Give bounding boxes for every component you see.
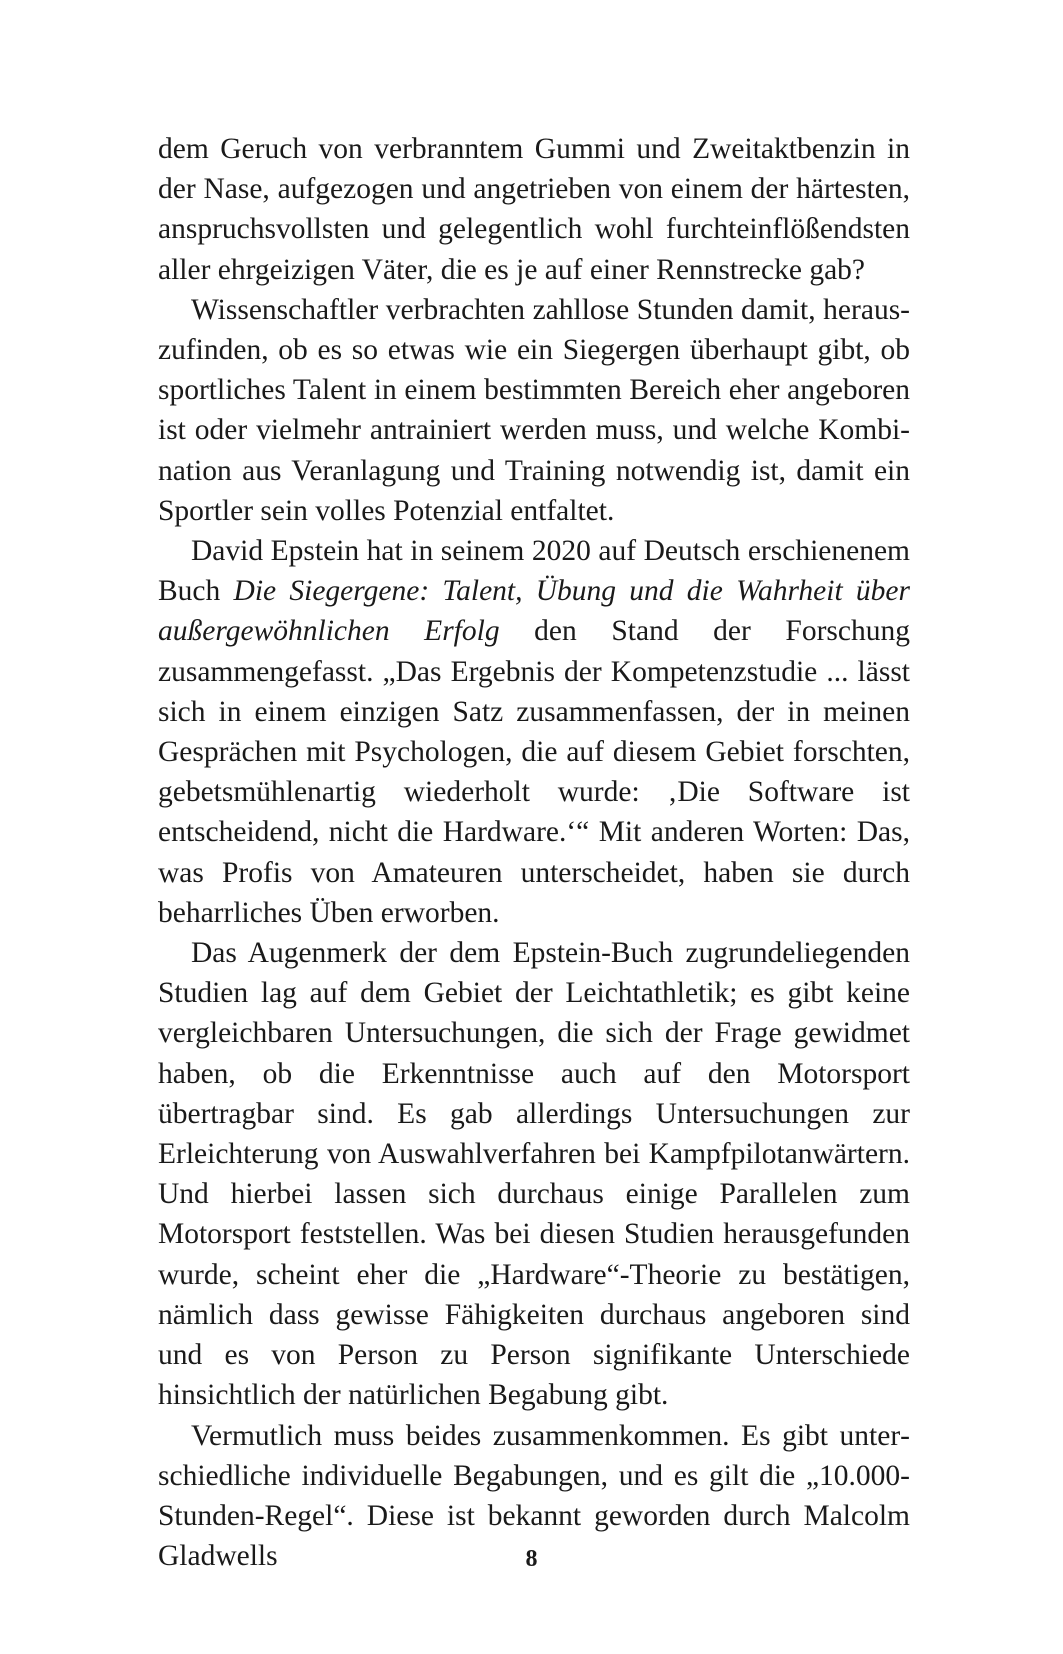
- paragraph-1: [158, 129, 910, 290]
- paragraph-3: [158, 531, 910, 933]
- paragraph-5-text: Vermutlich muss beides zusammenkommen. Es gibt unterschiedliche individuelle Begabungen, und es gilt die „10.000-Stunden-Regel“. Diese ist bekannt geworden durch Malcolm Gladwells: [158, 1419, 910, 1573]
- book-title: Die Siegergene: Talent, Übung und die Wahrheit über außergewöhnlichen Erfolg: [158, 575, 910, 648]
- paragraph-2: [158, 290, 910, 531]
- page-number: 8: [525, 1546, 538, 1572]
- paragraph-4: [158, 933, 910, 1415]
- paragraph-3-text-start: David Epstein hat in seinem 2020 auf Deutsch erschienenem Buch: [158, 535, 910, 608]
- paragraph-4-text: Das Augenmerk der dem Epstein-Buch zugrundeliegenden Studien lag auf dem Gebiet der Leichtathletik; es gibt keine vergleichbaren Untersuchungen, die sich der Frage gewidmet haben, ob die Erkenntnisse auch auf den Motorsport übertragbar sind. Es gab allerdings Untersuchungen zur Erleichterung von Auswahlverfahren bei Kampfpilotanwärtern. Und hierbei lassen sich durchaus einige Parallelen zum Motorsport feststellen. Was bei diesen Studien herausgefunden wurde, scheint eher die „Hardware“-Theorie zu bestätigen, nämlich dass gewisse Fähigkeiten durchaus angeboren sind und es von Person zu Person signifikante Unterschiede hinsichtlich der natürlichen Begabung gibt.: [158, 937, 910, 1412]
- paragraph-1-text: dem Geruch von verbranntem Gummi und Zweitaktbenzin in der Nase, aufgezogen und angetrieben von einem der härtesten, anspruchsvollsten und gelegentlich wohl furchteinflößendsten aller ehrgeizigen Väter, die es je auf einer Rennstrecke gab?: [158, 133, 910, 286]
- paragraph-3-text-end: den Stand der Forschung zusammengefasst. „Das Ergebnis der Kompetenzstudie ... lässt sich in einem einzigen Satz zusammenfassen, der in meinen Gesprächen mit Psychologen, die auf diesem Gebiet forschten, gebetsmühlenartig wiederholt wurde: ‚Die Software ist entscheidend, nicht die Hardware.‘“ Mit anderen Worten: Das, was Profis von Amateuren unterscheidet, haben sie durch beharrliches Üben erworben.: [158, 615, 910, 929]
- paragraph-2-text: Wissenschaftler verbrachten zahllose Stunden damit, herauszufinden, ob es so etwas wie ein Siegergen überhaupt gibt, ob sportliches Talent in einem bestimmten Bereich eher angeboren ist oder vielmehr antrainiert werden muss, und welche Kombination aus Veranlagung und Training notwendig ist, damit ein Sportler sein volles Potenzial entfaltet.: [158, 293, 910, 527]
- body-text: [158, 129, 910, 1576]
